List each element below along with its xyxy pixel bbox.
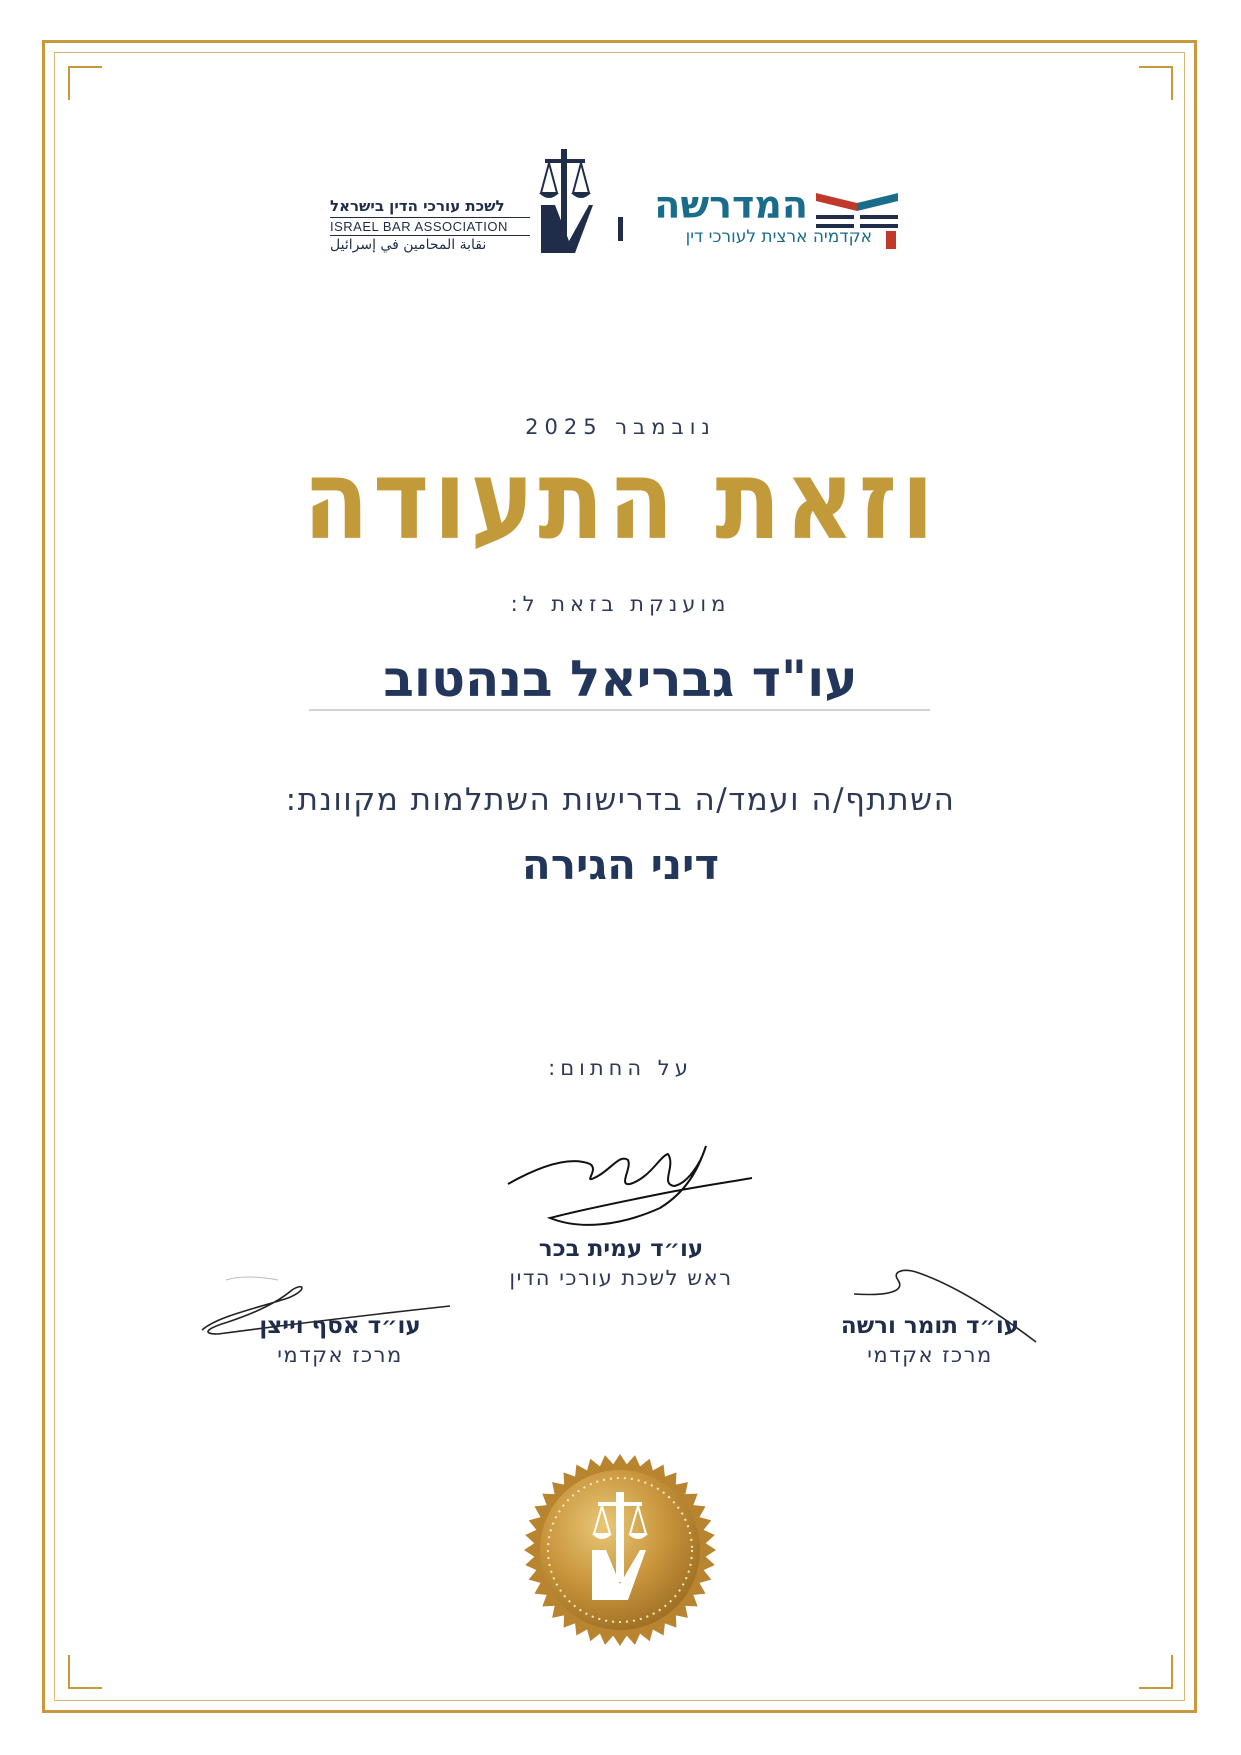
corner-ornament bbox=[1139, 66, 1173, 100]
course-name: דיני הגירה bbox=[521, 840, 720, 889]
corner-ornament bbox=[68, 1655, 102, 1689]
signatory-left bbox=[180, 1313, 500, 1367]
midrasha-subtitle: אקדמיה ארצית לעורכי דין bbox=[685, 227, 872, 247]
ima-text-block bbox=[330, 197, 530, 253]
corner-ornament bbox=[68, 66, 102, 100]
certificate-title: וזאת התעודה bbox=[302, 435, 939, 565]
midrasha-title: המדרשה bbox=[654, 183, 808, 227]
ima-arabic-name: نقابة المحامين في إسرائيل bbox=[330, 237, 487, 253]
certificate-date: נובמבר 2025 bbox=[525, 415, 716, 439]
logo-divider bbox=[618, 217, 623, 241]
name-underline bbox=[309, 709, 930, 711]
israel-bar-association-logo bbox=[330, 145, 610, 265]
signatory-name: עו״ד תומר ורשה bbox=[840, 1313, 1020, 1339]
signatory-role: מרכז אקדמי bbox=[867, 1343, 993, 1367]
midrasha-logo bbox=[652, 185, 902, 255]
signature-center bbox=[500, 1126, 760, 1236]
signatory-right bbox=[770, 1313, 1090, 1367]
ima-hebrew-name: לשכת עורכי הדין בישראל bbox=[330, 197, 505, 215]
awarded-label: מוענקת בזאת ל: bbox=[510, 592, 731, 616]
participation-statement: השתתף/ה ועמד/ה בדרישות השתלמות מקוונת: bbox=[285, 782, 956, 818]
header-logos bbox=[0, 145, 1241, 265]
signatory-role: ראש לשכת עורכי הדין bbox=[509, 1266, 733, 1290]
signatory-name: עו״ד עמית בכר bbox=[538, 1236, 704, 1262]
signatory-role: מרכז אקדמי bbox=[277, 1343, 403, 1367]
gold-seal-icon bbox=[520, 1450, 720, 1650]
recipient-name: עו"ד גבריאל בנהטוב bbox=[383, 650, 858, 708]
signed-label: על החתום: bbox=[548, 1056, 693, 1080]
corner-ornament bbox=[1139, 1655, 1173, 1689]
signatory-name: עו״ד אסף וייצן bbox=[259, 1313, 421, 1339]
ima-english-name: ISRAEL BAR ASSOCIATION bbox=[330, 217, 530, 236]
scale-of-justice-icon bbox=[535, 145, 595, 257]
signatory-center bbox=[461, 1236, 781, 1290]
